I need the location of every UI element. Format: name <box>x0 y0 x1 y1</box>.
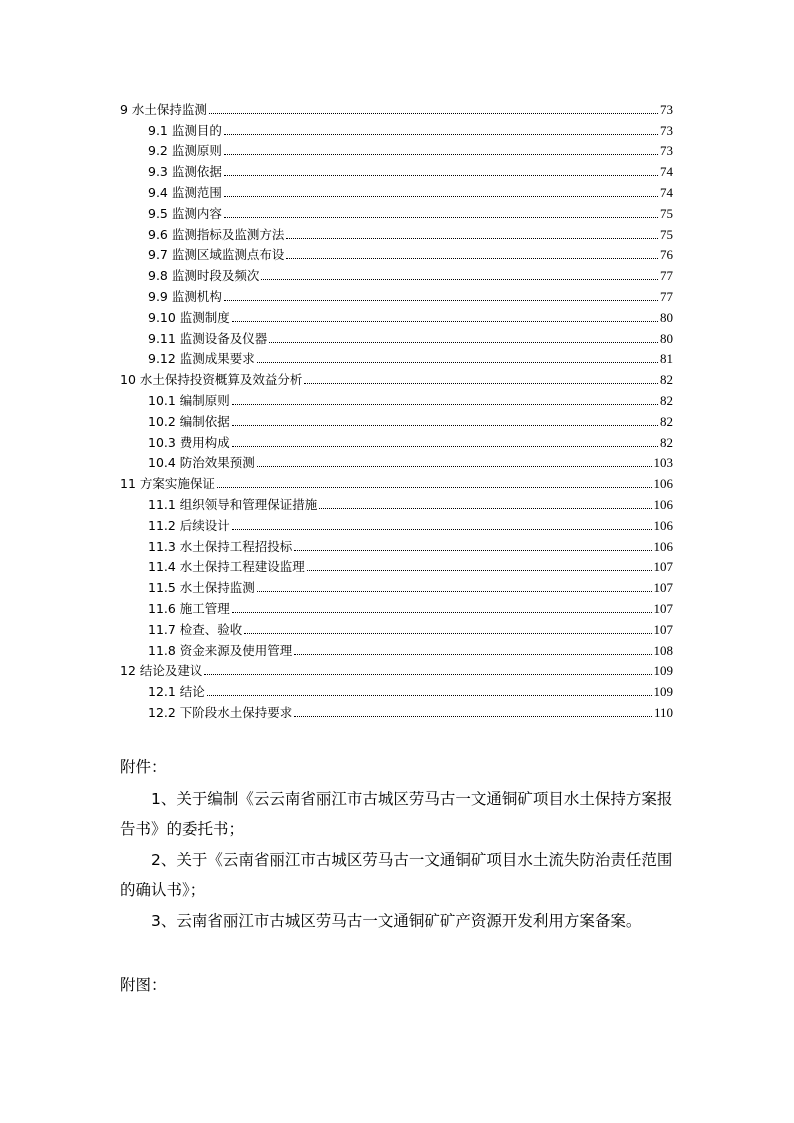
toc-dot-leader <box>224 217 658 218</box>
toc-entry-label: 11.4 水土保持工程建设监理 <box>148 559 305 575</box>
toc-entry-label: 10 水土保持投资概算及效益分析 <box>120 372 303 388</box>
toc-entry-label: 11.8 资金来源及使用管理 <box>148 642 293 658</box>
toc-dot-leader <box>232 425 658 426</box>
toc-dot-leader <box>244 633 651 634</box>
toc-entry-label: 9.9 监测机构 <box>148 288 222 304</box>
toc-dot-leader <box>294 550 651 551</box>
toc-page-number: 81 <box>660 351 673 367</box>
toc-page-number: 107 <box>653 600 673 616</box>
toc-section-entry[interactable] <box>120 262 673 283</box>
toc-page-number: 82 <box>660 413 673 429</box>
toc-page-number: 82 <box>660 392 673 408</box>
toc-page-number: 106 <box>653 517 673 533</box>
toc-dot-leader <box>224 154 658 155</box>
attachments-heading: 附件： <box>120 758 167 776</box>
toc-section-entry[interactable] <box>120 200 673 221</box>
toc-section-entry[interactable] <box>120 387 673 408</box>
toc-dot-leader <box>232 321 658 322</box>
toc-dot-leader <box>257 591 652 592</box>
toc-page-number: 73 <box>660 101 673 117</box>
toc-dot-leader <box>224 134 658 135</box>
toc-page-number: 106 <box>653 496 673 512</box>
toc-dot-leader <box>232 446 658 447</box>
toc-dot-leader <box>269 342 658 343</box>
toc-section-entry[interactable] <box>120 491 673 512</box>
toc-section-entry[interactable] <box>120 242 673 263</box>
toc-page-number: 80 <box>660 309 673 325</box>
toc-dot-leader <box>257 466 652 467</box>
toc-entry-label: 9 水土保持监测 <box>120 101 207 117</box>
toc-entry-label: 9.4 监测范围 <box>148 184 222 200</box>
toc-section-entry[interactable] <box>120 616 673 637</box>
toc-dot-leader <box>304 383 658 384</box>
toc-page-number: 77 <box>660 288 673 304</box>
toc-page-number: 103 <box>653 455 673 471</box>
toc-section-entry[interactable] <box>120 117 673 138</box>
toc-page-number: 82 <box>660 434 673 450</box>
toc-entry-label: 10.1 编制原则 <box>148 392 230 408</box>
toc-dot-leader <box>257 362 658 363</box>
toc-section-entry[interactable] <box>120 637 673 658</box>
toc-entry-label: 11 方案实施保证 <box>120 476 215 492</box>
attachment-item-3: 3、云南省丽江市古城区劳马古一文通铜矿矿产资源开发利用方案备案。 <box>151 911 642 930</box>
toc-chapter-entry[interactable] <box>120 366 673 387</box>
toc-section-entry[interactable] <box>120 574 673 595</box>
toc-entry-label: 11.6 施工管理 <box>148 600 230 616</box>
toc-chapter-entry[interactable] <box>120 96 673 117</box>
toc-dot-leader <box>307 570 652 571</box>
toc-section-entry[interactable] <box>120 283 673 304</box>
toc-page-number: 110 <box>653 704 673 720</box>
figures-section <box>120 970 167 1000</box>
toc-page-number: 106 <box>653 538 673 554</box>
toc-dot-leader <box>217 487 652 488</box>
toc-chapter-entry[interactable] <box>120 470 673 491</box>
attachment-item-2: 2、关于《云南省丽江市古城区劳马古一文通铜矿项目水土流失防治责任范围的确认书》； <box>120 850 673 899</box>
toc-entry-label: 9.12 监测成果要求 <box>148 351 255 367</box>
toc-page-number: 108 <box>653 642 673 658</box>
toc-entry-label: 9.6 监测指标及监测方法 <box>148 226 285 242</box>
toc-page-number: 73 <box>660 122 673 138</box>
toc-entry-label: 12 结论及建议 <box>120 663 203 679</box>
toc-section-entry[interactable] <box>120 533 673 554</box>
toc-dot-leader <box>224 196 658 197</box>
attachment-item-1: 1、关于编制《云云南省丽江市古城区劳马古一文通铜矿项目水土保持方案报告书》的委托书； <box>120 789 673 838</box>
toc-entry-label: 12.2 下阶段水土保持要求 <box>148 704 293 720</box>
toc-dot-leader <box>294 654 651 655</box>
toc-page-number: 107 <box>653 559 673 575</box>
toc-page-number: 106 <box>653 476 673 492</box>
attachments-section <box>120 752 673 936</box>
toc-section-entry[interactable] <box>120 450 673 471</box>
toc-dot-leader <box>319 508 651 509</box>
toc-dot-leader <box>286 238 658 239</box>
toc-page-number: 74 <box>660 164 673 180</box>
toc-dot-leader <box>224 300 658 301</box>
toc-page-number: 74 <box>660 184 673 200</box>
toc-section-entry[interactable] <box>120 221 673 242</box>
figures-heading: 附图： <box>120 976 167 994</box>
toc-entry-label: 9.7 监测区域监测点布设 <box>148 247 285 263</box>
toc-section-entry[interactable] <box>120 512 673 533</box>
toc-entry-label: 12.1 结论 <box>148 684 205 700</box>
toc-section-entry[interactable] <box>120 304 673 325</box>
toc-entry-label: 11.1 组织领导和管理保证措施 <box>148 496 318 512</box>
table-of-contents <box>120 96 673 720</box>
toc-page-number: 75 <box>660 205 673 221</box>
toc-dot-leader <box>232 404 658 405</box>
toc-page-number: 82 <box>660 372 673 388</box>
toc-entry-label: 9.2 监测原则 <box>148 143 222 159</box>
toc-entry-label: 10.3 费用构成 <box>148 434 230 450</box>
toc-entry-label: 9.11 监测设备及仪器 <box>148 330 268 346</box>
toc-dot-leader <box>232 529 652 530</box>
toc-page-number: 76 <box>660 247 673 263</box>
toc-entry-label: 9.5 监测内容 <box>148 205 222 221</box>
toc-section-entry[interactable] <box>120 678 673 699</box>
toc-page-number: 109 <box>653 663 673 679</box>
toc-entry-label: 11.3 水土保持工程招投标 <box>148 538 293 554</box>
toc-page-number: 73 <box>660 143 673 159</box>
toc-chapter-entry[interactable] <box>120 658 673 679</box>
toc-page-number: 80 <box>660 330 673 346</box>
toc-page-number: 75 <box>660 226 673 242</box>
toc-entry-label: 9.1 监测目的 <box>148 122 222 138</box>
toc-dot-leader <box>294 716 652 717</box>
toc-entry-label: 9.10 监测制度 <box>148 309 230 325</box>
toc-entry-label: 10.4 防治效果预测 <box>148 455 255 471</box>
toc-page-number: 107 <box>653 621 673 637</box>
toc-section-entry[interactable] <box>120 554 673 575</box>
toc-dot-leader <box>232 612 652 613</box>
toc-page-number: 109 <box>653 684 673 700</box>
toc-entry-label: 9.3 监测依据 <box>148 164 222 180</box>
toc-section-entry[interactable] <box>120 325 673 346</box>
toc-page-number: 107 <box>653 580 673 596</box>
toc-dot-leader <box>209 113 658 114</box>
toc-section-entry[interactable] <box>120 595 673 616</box>
toc-section-entry[interactable] <box>120 699 673 720</box>
toc-section-entry[interactable] <box>120 138 673 159</box>
toc-page-number: 77 <box>660 268 673 284</box>
toc-entry-label: 11.2 后续设计 <box>148 517 230 533</box>
toc-entry-label: 10.2 编制依据 <box>148 413 230 429</box>
toc-section-entry[interactable] <box>120 346 673 367</box>
toc-dot-leader <box>261 279 658 280</box>
toc-section-entry[interactable] <box>120 408 673 429</box>
toc-dot-leader <box>286 258 658 259</box>
toc-dot-leader <box>224 175 658 176</box>
toc-section-entry[interactable] <box>120 429 673 450</box>
toc-entry-label: 9.8 监测时段及频次 <box>148 268 260 284</box>
toc-entry-label: 11.5 水土保持监测 <box>148 580 255 596</box>
toc-entry-label: 11.7 检查、验收 <box>148 621 243 637</box>
toc-dot-leader <box>204 674 651 675</box>
toc-dot-leader <box>207 695 652 696</box>
toc-section-entry[interactable] <box>120 179 673 200</box>
toc-section-entry[interactable] <box>120 158 673 179</box>
